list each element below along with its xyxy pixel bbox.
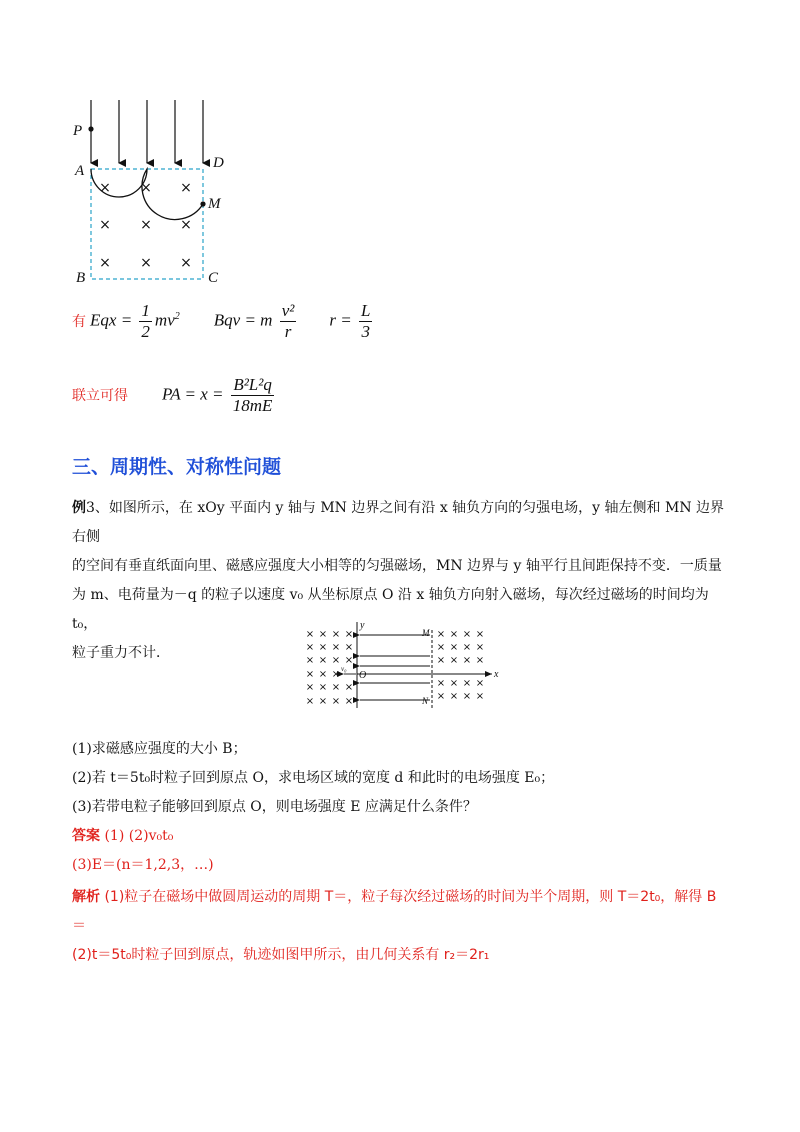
field-cross: × (462, 629, 472, 640)
label-o: O (359, 670, 367, 681)
field-diagram-2 (300, 620, 505, 712)
field-cross: × (305, 629, 315, 640)
question-item: (1)求磁感应强度的大小 B； (72, 741, 247, 757)
field-cross: × (140, 255, 152, 271)
field-cross: × (331, 655, 341, 666)
label-x: x (494, 669, 499, 680)
field-cross: × (436, 629, 446, 640)
field-cross: × (305, 696, 315, 707)
field-cross: × (344, 682, 354, 693)
eq-result: PA = x = $\frac{\text{B²L²q}}{18mE}$ (162, 374, 273, 415)
analysis-line: ＝ (72, 918, 86, 934)
question-item: (2)若 t＝5t₀时粒子回到原点 O，求电场区域的宽度 d 和此时的电场强度 E₀； (72, 770, 555, 786)
example-label: 例 (72, 500, 86, 516)
answer-line: 答案 (1) (2)v₀t₀ (72, 828, 174, 844)
equation-prefix: 有 (72, 314, 86, 330)
field-cross: × (462, 642, 472, 653)
field-cross: × (180, 180, 192, 196)
field-cross: × (331, 696, 341, 707)
field-cross: × (318, 629, 328, 640)
field-cross: × (99, 217, 111, 233)
field-diagram-1 (60, 95, 250, 295)
field-cross: × (475, 629, 485, 640)
field-cross: × (318, 669, 328, 680)
point-p (88, 126, 93, 131)
analysis-line: 解析 (1)粒子在磁场中做圆周运动的周期 T＝，粒子每次经过磁场的时间为半个周期，则 T＝2t₀，解得 B (72, 889, 717, 905)
analysis-block (72, 883, 732, 970)
answer-label: 答案 (72, 828, 100, 844)
label-p: P (73, 123, 83, 139)
field-cross: × (449, 655, 459, 666)
analysis-label: 解析 (72, 889, 100, 905)
eq-radius: r = $\frac{L}{3}$ (329, 300, 371, 341)
field-cross: × (475, 642, 485, 653)
field-cross: × (462, 678, 472, 689)
equation-line-2 (72, 372, 277, 418)
field-cross: × (331, 669, 341, 680)
eq-energy: Eqx = $\frac{1}{2}$ $mv^2$ (90, 300, 180, 341)
equation-prefix: 联立可得 (72, 388, 128, 404)
field-cross: × (436, 678, 446, 689)
point-m (200, 201, 205, 206)
field-cross: × (99, 255, 111, 271)
field-cross: × (140, 180, 152, 196)
field-cross: × (449, 642, 459, 653)
field-cross: × (305, 655, 315, 666)
label-a: A (75, 163, 85, 179)
field-cross: × (318, 655, 328, 666)
field-cross: × (180, 217, 192, 233)
label-v0: v₀ (341, 665, 347, 673)
answer-block (72, 822, 732, 880)
field-cross: × (344, 696, 354, 707)
field-cross: × (449, 629, 459, 640)
example-line: 的空间有垂直纸面向里、磁感应强度大小相等的匀强磁场，MN 边界与 y 轴平行且间距保持不变．一质量 (72, 558, 722, 574)
field-cross: × (449, 691, 459, 702)
label-d: D (213, 155, 224, 171)
analysis-line: (2)t＝5t₀时粒子回到原点，轨迹如图甲所示，由几何关系有 r₂＝2r₁ (72, 947, 490, 963)
field-cross: × (344, 629, 354, 640)
label-m: M (422, 628, 430, 638)
field-cross: × (99, 180, 111, 196)
field-cross: × (305, 682, 315, 693)
label-y: y (360, 620, 365, 631)
field-cross: × (436, 691, 446, 702)
field-cross: × (449, 678, 459, 689)
field-cross: × (318, 642, 328, 653)
field-cross: × (331, 629, 341, 640)
example-line: 例3、如图所示，在 xOy 平面内 y 轴与 MN 边界之间有沿 x 轴负方向的匀强电场，y 轴左侧和 MN 边界右侧 (72, 500, 725, 545)
field-cross: × (475, 678, 485, 689)
field-cross: × (331, 682, 341, 693)
field-cross: × (140, 217, 152, 233)
field-cross: × (436, 642, 446, 653)
label-c: C (208, 270, 219, 286)
question-item: (3)若带电粒子能够回到原点 O，则电场强度 E 应满足什么条件？ (72, 799, 477, 815)
field-cross: × (475, 691, 485, 702)
label-m: M (208, 196, 221, 212)
example-line: 为 m、电荷量为－q 的粒子以速度 v₀ 从坐标原点 O 沿 x 轴负方向射入磁场，每次经过磁场的时间均为 t₀， (72, 587, 709, 632)
answer-line: (3)E＝(n＝1,2,3，…) (72, 857, 214, 873)
field-cross: × (436, 655, 446, 666)
field-cross: × (462, 655, 472, 666)
eq-lorentz: Bqv = m $\frac{\text{v²}}{r}$ (213, 300, 295, 341)
section-title: 三、周期性、对称性问题 (72, 456, 282, 478)
field-cross: × (475, 655, 485, 666)
label-n: N (422, 696, 429, 706)
field-cross: × (344, 655, 354, 666)
field-cross: × (318, 682, 328, 693)
label-b: B (76, 270, 86, 286)
field-cross: × (305, 669, 315, 680)
example-line: 粒子重力不计． (72, 645, 170, 661)
field-cross: × (318, 696, 328, 707)
field-cross: × (180, 255, 192, 271)
questions (72, 735, 732, 822)
equation-line-1 (72, 298, 375, 344)
field-cross: × (344, 642, 354, 653)
field-cross: × (331, 642, 341, 653)
field-cross: × (462, 691, 472, 702)
field-cross: × (305, 642, 315, 653)
